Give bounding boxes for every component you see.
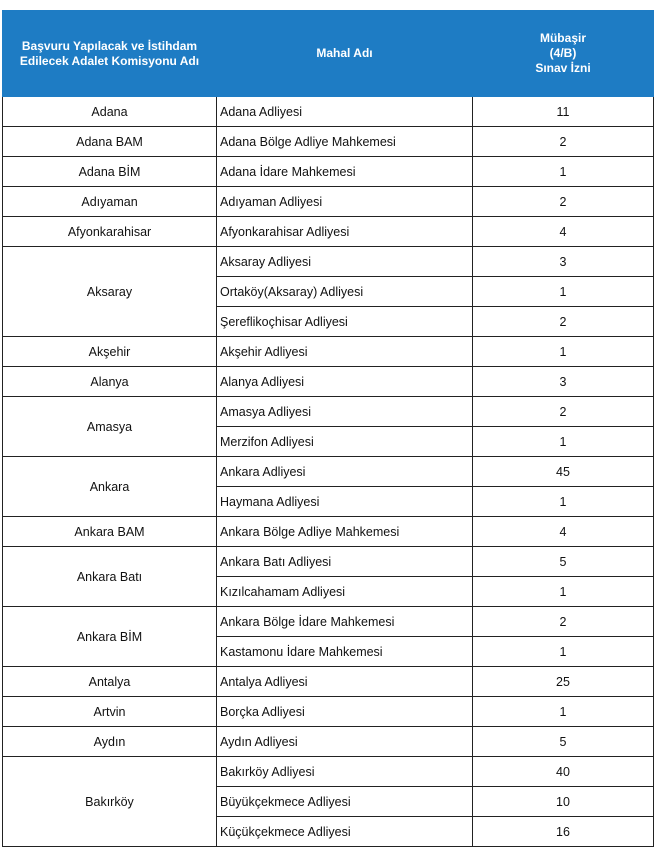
place-cell: Akşehir Adliyesi	[217, 337, 473, 367]
commission-cell: Alanya	[3, 367, 217, 397]
place-cell: Afyonkarahisar Adliyesi	[217, 217, 473, 247]
place-cell: Kastamonu İdare Mahkemesi	[217, 637, 473, 667]
commission-cell: Ankara BİM	[3, 607, 217, 667]
table-row	[3, 397, 654, 427]
commission-cell: Artvin	[3, 697, 217, 727]
table-row	[3, 157, 654, 187]
count-cell: 11	[473, 97, 654, 127]
count-cell: 2	[473, 307, 654, 337]
commission-cell: Antalya	[3, 667, 217, 697]
count-cell: 10	[473, 787, 654, 817]
commission-cell: Amasya	[3, 397, 217, 457]
count-cell: 3	[473, 367, 654, 397]
commission-cell: Adana BİM	[3, 157, 217, 187]
table-row	[3, 727, 654, 757]
table-row	[3, 457, 654, 487]
place-cell: Adana Bölge Adliye Mahkemesi	[217, 127, 473, 157]
place-cell: Ankara Adliyesi	[217, 457, 473, 487]
place-cell: Aydın Adliyesi	[217, 727, 473, 757]
header-count	[473, 11, 654, 97]
commission-cell: Adana BAM	[3, 127, 217, 157]
commission-cell: Afyonkarahisar	[3, 217, 217, 247]
commission-cell: Adana	[3, 97, 217, 127]
place-cell: Ankara Bölge İdare Mahkemesi	[217, 607, 473, 637]
place-cell: Borçka Adliyesi	[217, 697, 473, 727]
count-cell: 1	[473, 337, 654, 367]
header-commission: Başvuru Yapılacak ve İstihdam Edilecek Adalet Komisyonu Adı	[3, 11, 217, 97]
commission-cell: Akşehir	[3, 337, 217, 367]
table-row	[3, 757, 654, 787]
count-cell: 2	[473, 187, 654, 217]
count-cell: 4	[473, 517, 654, 547]
commission-cell: Ankara	[3, 457, 217, 517]
count-cell: 2	[473, 607, 654, 637]
header-count-line1: Mübaşir	[539, 31, 586, 45]
table-row	[3, 607, 654, 637]
count-cell: 5	[473, 727, 654, 757]
count-cell: 1	[473, 277, 654, 307]
header-count-line3: Sınav İzni	[535, 61, 591, 75]
commission-cell: Ankara Batı	[3, 547, 217, 607]
place-cell: Aksaray Adliyesi	[217, 247, 473, 277]
place-cell: Adıyaman Adliyesi	[217, 187, 473, 217]
place-cell: Haymana Adliyesi	[217, 487, 473, 517]
count-cell: 4	[473, 217, 654, 247]
count-cell: 5	[473, 547, 654, 577]
place-cell: Şereflikoçhisar Adliyesi	[217, 307, 473, 337]
table-row	[3, 517, 654, 547]
commission-cell: Aksaray	[3, 247, 217, 337]
table-row	[3, 337, 654, 367]
place-cell: Alanya Adliyesi	[217, 367, 473, 397]
place-cell: Adana Adliyesi	[217, 97, 473, 127]
count-cell: 1	[473, 577, 654, 607]
table-row	[3, 97, 654, 127]
table-header	[3, 11, 654, 97]
place-cell: Ankara Batı Adliyesi	[217, 547, 473, 577]
header-place: Mahal Adı	[217, 11, 473, 97]
place-cell: Merzifon Adliyesi	[217, 427, 473, 457]
count-cell: 2	[473, 127, 654, 157]
place-cell: Ankara Bölge Adliye Mahkemesi	[217, 517, 473, 547]
count-cell: 1	[473, 487, 654, 517]
commission-cell: Aydın	[3, 727, 217, 757]
count-cell: 1	[473, 157, 654, 187]
count-cell: 40	[473, 757, 654, 787]
count-cell: 2	[473, 397, 654, 427]
count-cell: 45	[473, 457, 654, 487]
count-cell: 1	[473, 427, 654, 457]
header-row	[3, 11, 654, 97]
table-row	[3, 367, 654, 397]
table-row	[3, 667, 654, 697]
header-count-line2: (4/B)	[549, 46, 577, 60]
place-cell: Kızılcahamam Adliyesi	[217, 577, 473, 607]
commission-cell: Bakırköy	[3, 757, 217, 847]
place-cell: Bakırköy Adliyesi	[217, 757, 473, 787]
table-row	[3, 217, 654, 247]
count-cell: 25	[473, 667, 654, 697]
table-row	[3, 127, 654, 157]
commission-table	[2, 10, 654, 847]
place-cell: Küçükçekmece Adliyesi	[217, 817, 473, 847]
table-row	[3, 547, 654, 577]
count-cell: 1	[473, 637, 654, 667]
place-cell: Adana İdare Mahkemesi	[217, 157, 473, 187]
count-cell: 1	[473, 697, 654, 727]
table-row	[3, 697, 654, 727]
place-cell: Antalya Adliyesi	[217, 667, 473, 697]
place-cell: Büyükçekmece Adliyesi	[217, 787, 473, 817]
commission-cell: Ankara BAM	[3, 517, 217, 547]
count-cell: 3	[473, 247, 654, 277]
table-row	[3, 187, 654, 217]
commission-cell: Adıyaman	[3, 187, 217, 217]
table-row	[3, 247, 654, 277]
table-body	[3, 97, 654, 847]
place-cell: Ortaköy(Aksaray) Adliyesi	[217, 277, 473, 307]
count-cell: 16	[473, 817, 654, 847]
place-cell: Amasya Adliyesi	[217, 397, 473, 427]
